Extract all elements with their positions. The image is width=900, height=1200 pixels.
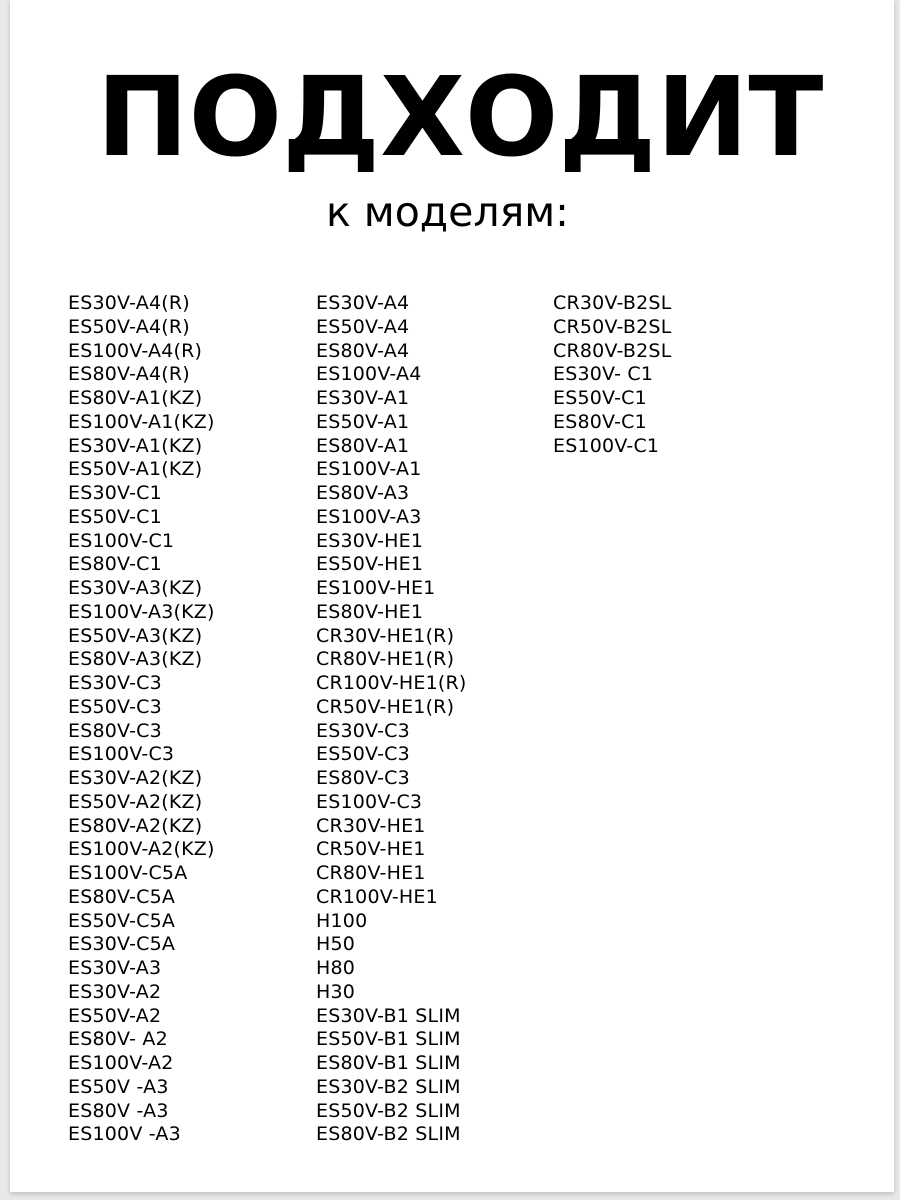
model-item: ES50V-A3(KZ) [68, 624, 203, 647]
model-item: ES100V-A1 [316, 458, 422, 481]
model-item: ES50V-B2 SLIM [316, 1099, 461, 1122]
model-item: CR30V-B2SL [553, 292, 672, 314]
model-item: ES80V-C1 [68, 553, 162, 576]
model-item: H30 [316, 980, 356, 1003]
model-item: ES80V-B1 SLIM [316, 1052, 461, 1074]
model-item: ES100V-A2(KZ) [68, 838, 215, 861]
models-column-3 [553, 292, 671, 458]
model-item: ES30V-A1(KZ) [68, 434, 203, 457]
model-item: ES30V-A2 [68, 980, 162, 1003]
document-page [10, 0, 894, 1192]
model-item: ES30V-C5A [68, 933, 176, 956]
model-item: ES80V-A2(KZ) [68, 814, 203, 837]
model-item: ES100V-C5A [68, 862, 188, 884]
model-item: ES80V-C5A [68, 885, 176, 908]
model-item: H100 [316, 909, 368, 932]
model-item: ES50V-C3 [68, 695, 162, 718]
model-item: ES30V-B1 SLIM [316, 1004, 461, 1027]
model-item: H50 [316, 933, 356, 956]
model-item: ES30V-B2 SLIM [316, 1075, 461, 1098]
page-title: ПОДХОДИТ [96, 53, 824, 181]
models-column-1 [68, 292, 215, 1147]
model-item: H80 [316, 957, 356, 979]
model-item: CR100V-HE1 [316, 885, 438, 908]
model-item: ES80V-A1(KZ) [68, 387, 203, 409]
model-item: ES50V-B1 SLIM [316, 1028, 461, 1051]
model-item: ES30V-A4(R) [68, 292, 190, 314]
model-item: ES80V-C3 [316, 767, 410, 789]
model-item: CR50V-HE1(R) [316, 695, 455, 718]
model-item: ES100V-HE1 [316, 577, 436, 599]
model-item: ES50V-HE1 [316, 553, 424, 576]
model-item: ES80V-HE1 [316, 600, 424, 623]
model-item: ES30V-C3 [316, 719, 410, 742]
model-item: ES100V-A3(KZ) [68, 600, 215, 623]
model-item: ES80V-B2 SLIM [316, 1123, 461, 1146]
model-item: ES80V-A3(KZ) [68, 648, 203, 671]
model-item: ES100V-C3 [316, 790, 423, 813]
model-item: CR50V-B2SL [553, 315, 672, 338]
model-item: CR80V-HE1(R) [316, 648, 455, 671]
model-item: ES30V-A1 [316, 387, 410, 409]
model-item: ES50V -A3 [68, 1075, 169, 1098]
model-item: ES80V- A2 [68, 1028, 168, 1051]
model-item: ES100V-A3 [316, 505, 422, 528]
model-item: ES80V-C3 [68, 719, 162, 742]
models-column-2 [316, 292, 466, 1147]
model-item: ES50V-A2 [68, 1004, 162, 1027]
model-item: CR80V-HE1 [316, 862, 426, 884]
model-item: ES80V-C1 [553, 410, 647, 433]
model-item: ES50V-C3 [316, 743, 410, 766]
model-item: ES30V-A4 [316, 292, 410, 314]
model-item: ES50V-A1 [316, 410, 410, 433]
model-item: ES80V -A3 [68, 1099, 169, 1122]
model-item: ES100V-A2 [68, 1052, 174, 1074]
model-item: ES30V-C1 [68, 482, 162, 504]
model-item: ES80V-A3 [316, 482, 410, 504]
model-item: ES100V-C1 [68, 529, 175, 552]
model-item: ES100V-C1 [553, 434, 660, 457]
model-item: ES50V-A4 [316, 315, 410, 338]
model-item: ES100V-C3 [68, 743, 175, 766]
model-item: ES50V-C5A [68, 909, 176, 932]
model-item: ES50V-C1 [68, 505, 162, 528]
model-item: ES30V-A2(KZ) [68, 767, 203, 789]
model-item: ES50V-A1(KZ) [68, 458, 203, 481]
model-item: ES100V -A3 [68, 1123, 181, 1146]
model-item: ES80V-A1 [316, 434, 410, 457]
model-item: ES50V-A4(R) [68, 315, 190, 338]
model-item: ES80V-A4(R) [68, 363, 190, 386]
model-item: CR100V-HE1(R) [316, 672, 467, 694]
page-subtitle: к моделям: [326, 188, 569, 236]
model-item: ES50V-A2(KZ) [68, 790, 203, 813]
model-item: ES30V-A3 [68, 957, 162, 979]
model-item: ES30V- C1 [553, 363, 654, 386]
model-item: ES100V-A1(KZ) [68, 410, 215, 433]
model-item: ES50V-C1 [553, 387, 647, 409]
model-item: ES30V-C3 [68, 672, 162, 694]
model-item: CR50V-HE1 [316, 838, 426, 861]
model-item: ES100V-A4(R) [68, 339, 203, 362]
model-item: CR30V-HE1 [316, 814, 426, 837]
model-item: CR80V-B2SL [553, 339, 672, 362]
model-item: ES80V-A4 [316, 339, 410, 362]
model-item: ES100V-A4 [316, 363, 422, 386]
model-item: ES30V-A3(KZ) [68, 577, 203, 599]
model-item: ES30V-HE1 [316, 529, 424, 552]
model-item: CR30V-HE1(R) [316, 624, 455, 647]
